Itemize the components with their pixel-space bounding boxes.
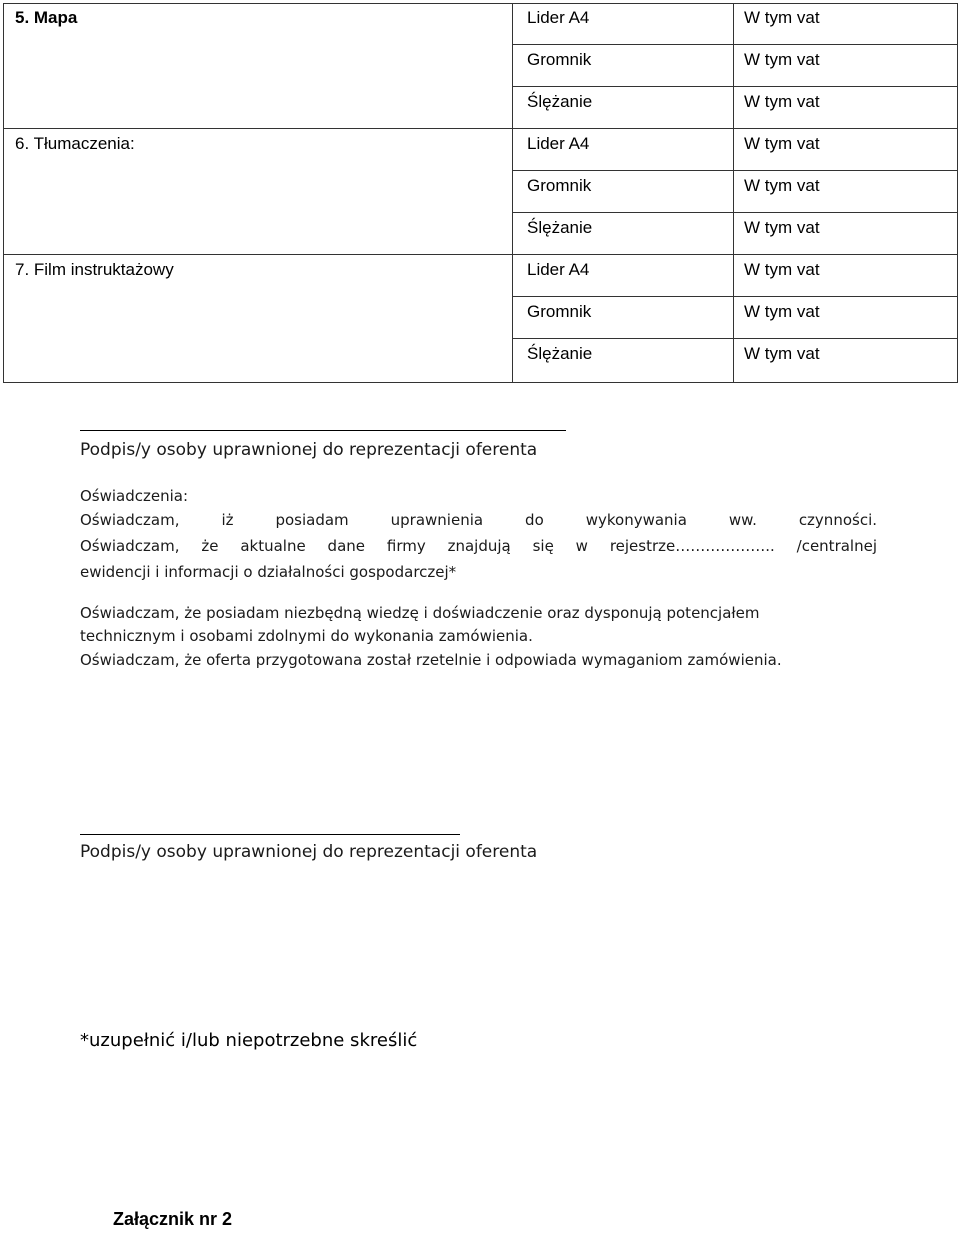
item-name: Lider A4	[527, 8, 590, 27]
item-name: Gromnik	[527, 302, 592, 321]
signature-line	[80, 834, 460, 835]
signature-line	[80, 430, 566, 431]
signature-label: Podpis/y osoby uprawnionej do reprezentacji oferenta	[80, 842, 538, 862]
declaration-text: Oświadczam, że aktualne dane firmy znajdują się w rejestrze……………….. /centralnej	[80, 537, 877, 555]
table-divider	[4, 254, 957, 255]
item-name: Ślężanie	[527, 218, 593, 237]
declaration-text: Oświadczam, że posiadam niezbędną wiedzę i doświadczenie oraz dysponują potencjałem	[80, 604, 760, 622]
item-value: W tym vat	[744, 176, 820, 195]
price-table	[3, 3, 958, 383]
table-divider	[512, 212, 957, 213]
table-divider	[512, 170, 957, 171]
table-divider	[512, 296, 957, 297]
item-value: W tym vat	[744, 92, 820, 111]
table-divider	[512, 4, 513, 382]
item-name: Ślężanie	[527, 92, 593, 111]
declaration-text: Oświadczam, iż posiadam uprawnienia do wykonywania ww. czynności.	[80, 511, 877, 529]
footnote: *uzupełnić i/lub niepotrzebne skreślić	[80, 1030, 418, 1051]
item-name: Gromnik	[527, 176, 592, 195]
declarations-heading: Oświadczenia:	[80, 487, 189, 505]
declaration-text: ewidencji i informacji o działalności gospodarczej*	[80, 563, 457, 581]
item-value: W tym vat	[744, 134, 820, 153]
annex-label: Załącznik nr 2	[113, 1209, 233, 1229]
item-name: Ślężanie	[527, 344, 593, 363]
item-value: W tym vat	[744, 260, 820, 279]
table-divider	[512, 44, 957, 45]
table-divider	[4, 128, 957, 129]
item-value: W tym vat	[744, 50, 820, 69]
item-name: Lider A4	[527, 260, 590, 279]
item-name: Lider A4	[527, 134, 590, 153]
table-divider	[512, 338, 957, 339]
table-divider	[733, 4, 734, 382]
item-value: W tym vat	[744, 344, 820, 363]
item-value: W tym vat	[744, 302, 820, 321]
item-name: Gromnik	[527, 50, 592, 69]
signature-label: Podpis/y osoby uprawnionej do reprezentacji oferenta	[80, 440, 538, 460]
declaration-text: Oświadczam, że oferta przygotowana został rzetelnie i odpowiada wymaganiom zamówienia.	[80, 651, 782, 669]
section-title: 5. Mapa	[15, 8, 78, 27]
item-value: W tym vat	[744, 218, 820, 237]
table-divider	[512, 86, 957, 87]
declaration-text: technicznym i osobami zdolnymi do wykonania zamówienia.	[80, 627, 533, 645]
section-title: 6. Tłumaczenia:	[15, 134, 135, 153]
section-title: 7. Film instruktażowy	[15, 260, 174, 279]
item-value: W tym vat	[744, 8, 820, 27]
